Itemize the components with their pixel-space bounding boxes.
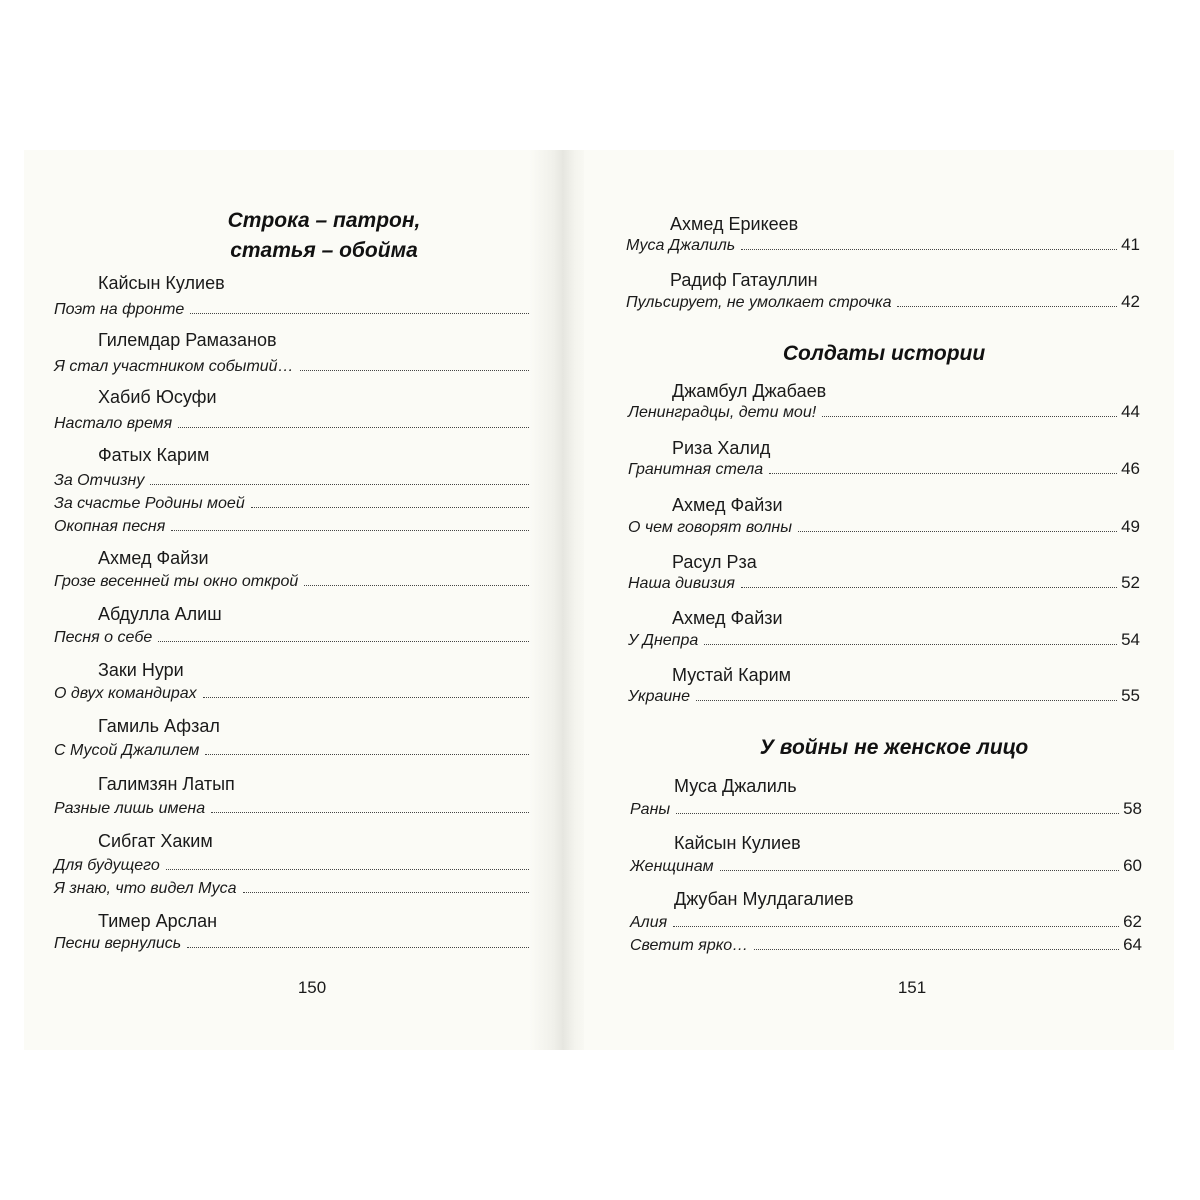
dot-leader [897,305,1117,307]
toc-entry-page: 55 [1121,686,1140,705]
dot-leader [741,248,1117,250]
toc-entry[interactable] [628,629,1140,651]
toc-entry[interactable] [54,570,560,592]
toc-entry-title: Светит ярко… [630,937,749,954]
toc-author: Галимзян Латып [98,774,235,794]
toc-entry[interactable] [628,516,1140,538]
toc-entry-title: Окопная песня [54,518,166,535]
toc-entry-title: Я стал участником событий… [54,358,294,375]
dot-leader [150,483,537,485]
dot-leader [158,640,537,642]
book-gutter [530,150,590,1050]
toc-entry-page: 49 [1121,517,1140,536]
toc-entry-title: Настало время [54,415,173,432]
toc-entry-title: За счастье Родины моей [54,495,245,512]
dot-leader [251,506,537,508]
toc-author: Муса Джалиль [674,776,797,796]
dot-leader [166,868,537,870]
toc-author: Расул Рза [672,552,757,572]
toc-entry-title: Пульсирует, не умолкает строчка [626,294,892,311]
toc-author: Мустай Карим [672,665,792,685]
toc-entry[interactable] [628,401,1140,423]
toc-author: Заки Нури [98,660,184,680]
toc-entry-title: Песни вернулись [54,935,182,952]
toc-entry-title: Муса Джалиль [626,237,736,254]
section-title: Солдаты истории [782,342,986,365]
toc-author: Кайсын Кулиев [674,833,801,853]
toc-author: Джамбул Джабаев [672,381,827,401]
toc-entry-page: 58 [1123,799,1142,818]
dot-leader [741,586,1117,588]
toc-author: Джубан Мулдагалиев [674,889,854,909]
toc-entry[interactable] [628,572,1140,594]
toc-entry-title: У Днепра [628,632,699,649]
dot-leader [203,696,537,698]
toc-author: Риза Халид [672,438,771,458]
toc-entry[interactable] [54,298,560,320]
toc-author: Кайсын Кулиев [98,273,225,293]
toc-entry[interactable] [626,234,1140,256]
toc-entry-page: 42 [1121,292,1140,311]
section-title-line: статья – обойма [230,239,418,262]
dot-leader [171,529,537,531]
toc-entry[interactable] [54,412,560,434]
toc-entry-page: 54 [1121,630,1140,649]
toc-entry-title: Поэт на фронте [54,301,185,318]
toc-entry-title: Песня о себе [54,629,153,646]
dot-leader [190,312,537,314]
dot-leader [704,643,1117,645]
page-number: 151 [897,978,927,997]
toc-entry-title: Разные лишь имена [54,800,206,817]
toc-author: Гамиль Афзал [98,716,220,736]
right-page [584,150,1174,1050]
toc-entry[interactable] [54,877,560,899]
dot-leader [696,699,1117,701]
dot-leader [798,530,1117,532]
toc-entry-title: Грозе весенней ты окно открой [54,573,299,590]
dot-leader [769,472,1117,474]
dot-leader [211,811,537,813]
toc-entry-page: 46 [1121,459,1140,478]
toc-entry-title: Украине [628,688,690,705]
page-number: 150 [297,978,327,997]
toc-entry[interactable] [54,469,560,491]
toc-entry[interactable] [54,682,560,704]
toc-entry[interactable] [630,798,1142,820]
section-title [174,206,474,266]
dot-leader [300,369,538,371]
toc-entry-title: О чем говорят волны [628,519,792,536]
dot-leader [243,891,538,893]
toc-entry[interactable] [54,355,560,377]
toc-entry[interactable] [54,797,560,819]
toc-entry-title: Ленинградцы, дети мои! [628,404,817,421]
toc-entry[interactable] [628,685,1140,707]
toc-entry-page: 44 [1121,402,1140,421]
book-spread [24,150,1174,1050]
toc-entry-title: Женщинам [630,858,714,875]
toc-entry[interactable] [54,515,560,537]
toc-author: Ахмед Файзи [672,608,783,628]
dot-leader [754,948,1119,950]
dot-leader [187,946,537,948]
toc-entry[interactable] [54,626,560,648]
dot-leader [822,415,1117,417]
toc-entry[interactable] [54,739,560,761]
toc-entry-page: 62 [1123,912,1142,931]
toc-author: Тимер Арслан [98,911,218,931]
toc-author: Радиф Гатауллин [670,270,818,290]
toc-entry[interactable] [630,934,1142,956]
toc-entry-title: За Отчизну [54,472,145,489]
dot-leader [304,584,537,586]
toc-entry-title: Наша дивизия [628,575,735,592]
toc-author: Сибгат Хаким [98,831,213,851]
toc-author: Абдулла Алиш [98,604,222,624]
toc-entry-title: Для будущего [54,857,160,874]
toc-author: Ахмед Ерикеев [670,214,799,234]
toc-entry-title: Алия [630,914,668,931]
toc-author: Ахмед Файзи [672,495,783,515]
toc-author: Гилемдар Рамазанов [98,330,277,350]
section-title: У войны не женское лицо [759,736,1029,759]
toc-entry[interactable] [628,458,1140,480]
toc-entry[interactable] [54,492,560,514]
toc-entry[interactable] [54,854,560,876]
toc-entry[interactable] [54,932,560,954]
toc-entry[interactable] [630,855,1142,877]
dot-leader [676,812,1119,814]
dot-leader [720,869,1120,871]
dot-leader [205,753,537,755]
left-page [24,150,564,1050]
toc-entry-page: 52 [1121,573,1140,592]
toc-entry-title: О двух командирах [54,685,197,702]
toc-author: Ахмед Файзи [98,548,209,568]
toc-entry-title: С Мусой Джалилем [54,742,200,759]
toc-entry-title: Раны [630,801,671,818]
toc-entry-page: 60 [1123,856,1142,875]
toc-entry[interactable] [630,911,1142,933]
toc-author: Фатых Карим [98,445,210,465]
toc-entry-page: 41 [1121,235,1140,254]
section-title-line: Строка – патрон, [227,209,421,232]
dot-leader [673,925,1119,927]
toc-author: Хабиб Юсуфи [98,387,217,407]
toc-entry-title: Я знаю, что видел Муса [54,880,237,897]
toc-entry-page: 64 [1123,935,1142,954]
toc-entry-title: Гранитная стела [628,461,764,478]
toc-entry[interactable] [626,291,1140,313]
dot-leader [178,426,537,428]
